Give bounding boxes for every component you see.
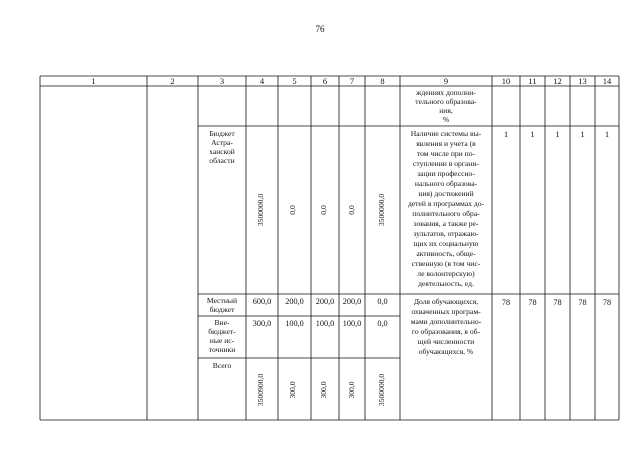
text-line: полнительного обра-: [412, 209, 480, 218]
total-col8: 3500000,0: [377, 373, 386, 407]
total-col5: 300,0: [288, 381, 297, 399]
header-cell: 5: [292, 76, 297, 86]
header-cell: 10: [501, 76, 511, 86]
total-col4: 3500900,0: [256, 373, 265, 407]
text-line: области: [209, 156, 235, 165]
local-value: 200,0: [342, 297, 362, 306]
text-line: ния,: [439, 106, 453, 115]
extra-value: 0,0: [377, 319, 388, 328]
text-line: зации профессио-: [417, 169, 475, 178]
indicator-share: [411, 297, 482, 356]
header-cell: 3: [219, 76, 225, 86]
target-value: 1: [580, 130, 585, 139]
table-grid: [40, 76, 619, 420]
header-cell: 9: [443, 76, 449, 86]
text-line: Доля обучающихся,: [413, 297, 479, 306]
text-line: щей численности: [417, 337, 475, 346]
continued-indicator: [415, 88, 477, 124]
source-extra: бюджет-: [208, 327, 236, 336]
text-line: мами дополнительно-: [410, 317, 482, 326]
text-line: деятельность, ед.: [418, 279, 474, 288]
regional-col8: 3500000,0: [377, 193, 386, 227]
target-value: 1: [503, 130, 509, 139]
text-line: Астра-: [211, 138, 233, 147]
source-extra: Вне-: [214, 318, 230, 327]
text-line: зования, а также ре-: [413, 219, 479, 228]
header-cell: 11: [528, 76, 537, 86]
header-cell: 12: [553, 76, 562, 86]
regional-col6: 0,0: [319, 205, 328, 215]
local-value: 200,0: [315, 297, 335, 306]
share-target: 78: [553, 298, 562, 307]
total-col6: 300,0: [319, 381, 328, 399]
regional-col7: 0,0: [347, 205, 356, 215]
text-line: охваченных програм-: [411, 307, 481, 316]
extra-value: 100,0: [285, 319, 304, 328]
target-value: 1: [604, 130, 610, 139]
text-line: Наличие системы вы-: [410, 129, 482, 138]
share-target: 78: [501, 298, 511, 307]
source-local: бюджет: [209, 305, 235, 314]
regional-col5: 0,0: [288, 205, 297, 215]
share-target: 78: [578, 298, 587, 307]
source-extra: точники: [208, 345, 236, 354]
text-line: явления и учета (в: [416, 139, 476, 148]
header-cell: 7: [349, 76, 355, 86]
total-col7: 300,0: [347, 381, 356, 399]
text-line: Бюджет: [209, 129, 235, 138]
page-number: 76: [315, 24, 325, 34]
header-cell: 4: [259, 76, 265, 86]
text-line: том числе при по-: [416, 149, 476, 158]
source-local: Местный: [206, 296, 238, 305]
indicator-regional: [408, 129, 485, 288]
target-value: 1: [555, 130, 560, 139]
text-line: детей в программах до-: [407, 199, 485, 208]
text-line: зультатов, отражаю-: [413, 229, 479, 238]
source-total: Всего: [212, 361, 232, 370]
header-cell: 6: [322, 76, 328, 86]
text-line: ле волонтерскую): [417, 269, 475, 278]
text-line: щих их социальную: [413, 239, 479, 248]
extra-value: 100,0: [315, 319, 335, 328]
text-line: %: [442, 115, 450, 124]
text-line: го образования, в об-: [411, 327, 481, 336]
local-value: 0,0: [377, 297, 388, 306]
source-extra: ные ис-: [209, 336, 235, 345]
share-target: 78: [602, 298, 612, 307]
text-line: ступлении в органи-: [413, 159, 479, 168]
header-row: [91, 76, 612, 86]
extra-value: 300,0: [252, 319, 272, 328]
text-line: обучающихся, %: [418, 347, 474, 356]
source-regional: [209, 129, 235, 165]
target-value: 1: [530, 130, 535, 139]
text-line: нального образова-: [414, 179, 478, 188]
share-target: 78: [528, 298, 537, 307]
text-line: активность, обще-: [416, 249, 476, 258]
local-value: 600,0: [252, 297, 272, 306]
text-line: ждениях дополни-: [416, 88, 476, 97]
regional-col4: 3500000,0: [256, 193, 265, 227]
header-cell: 1: [91, 76, 96, 86]
header-cell: 14: [602, 76, 612, 86]
header-cell: 8: [380, 76, 385, 86]
text-line: ханской: [209, 147, 235, 156]
local-value: 200,0: [285, 297, 304, 306]
text-line: тельного образова-: [415, 97, 477, 106]
text-line: ния) достижений: [418, 189, 474, 198]
text-line: ственную (в том чис-: [411, 259, 481, 268]
header-cell: 2: [170, 76, 175, 86]
header-cell: 13: [578, 76, 587, 86]
extra-value: 100,0: [342, 319, 362, 328]
